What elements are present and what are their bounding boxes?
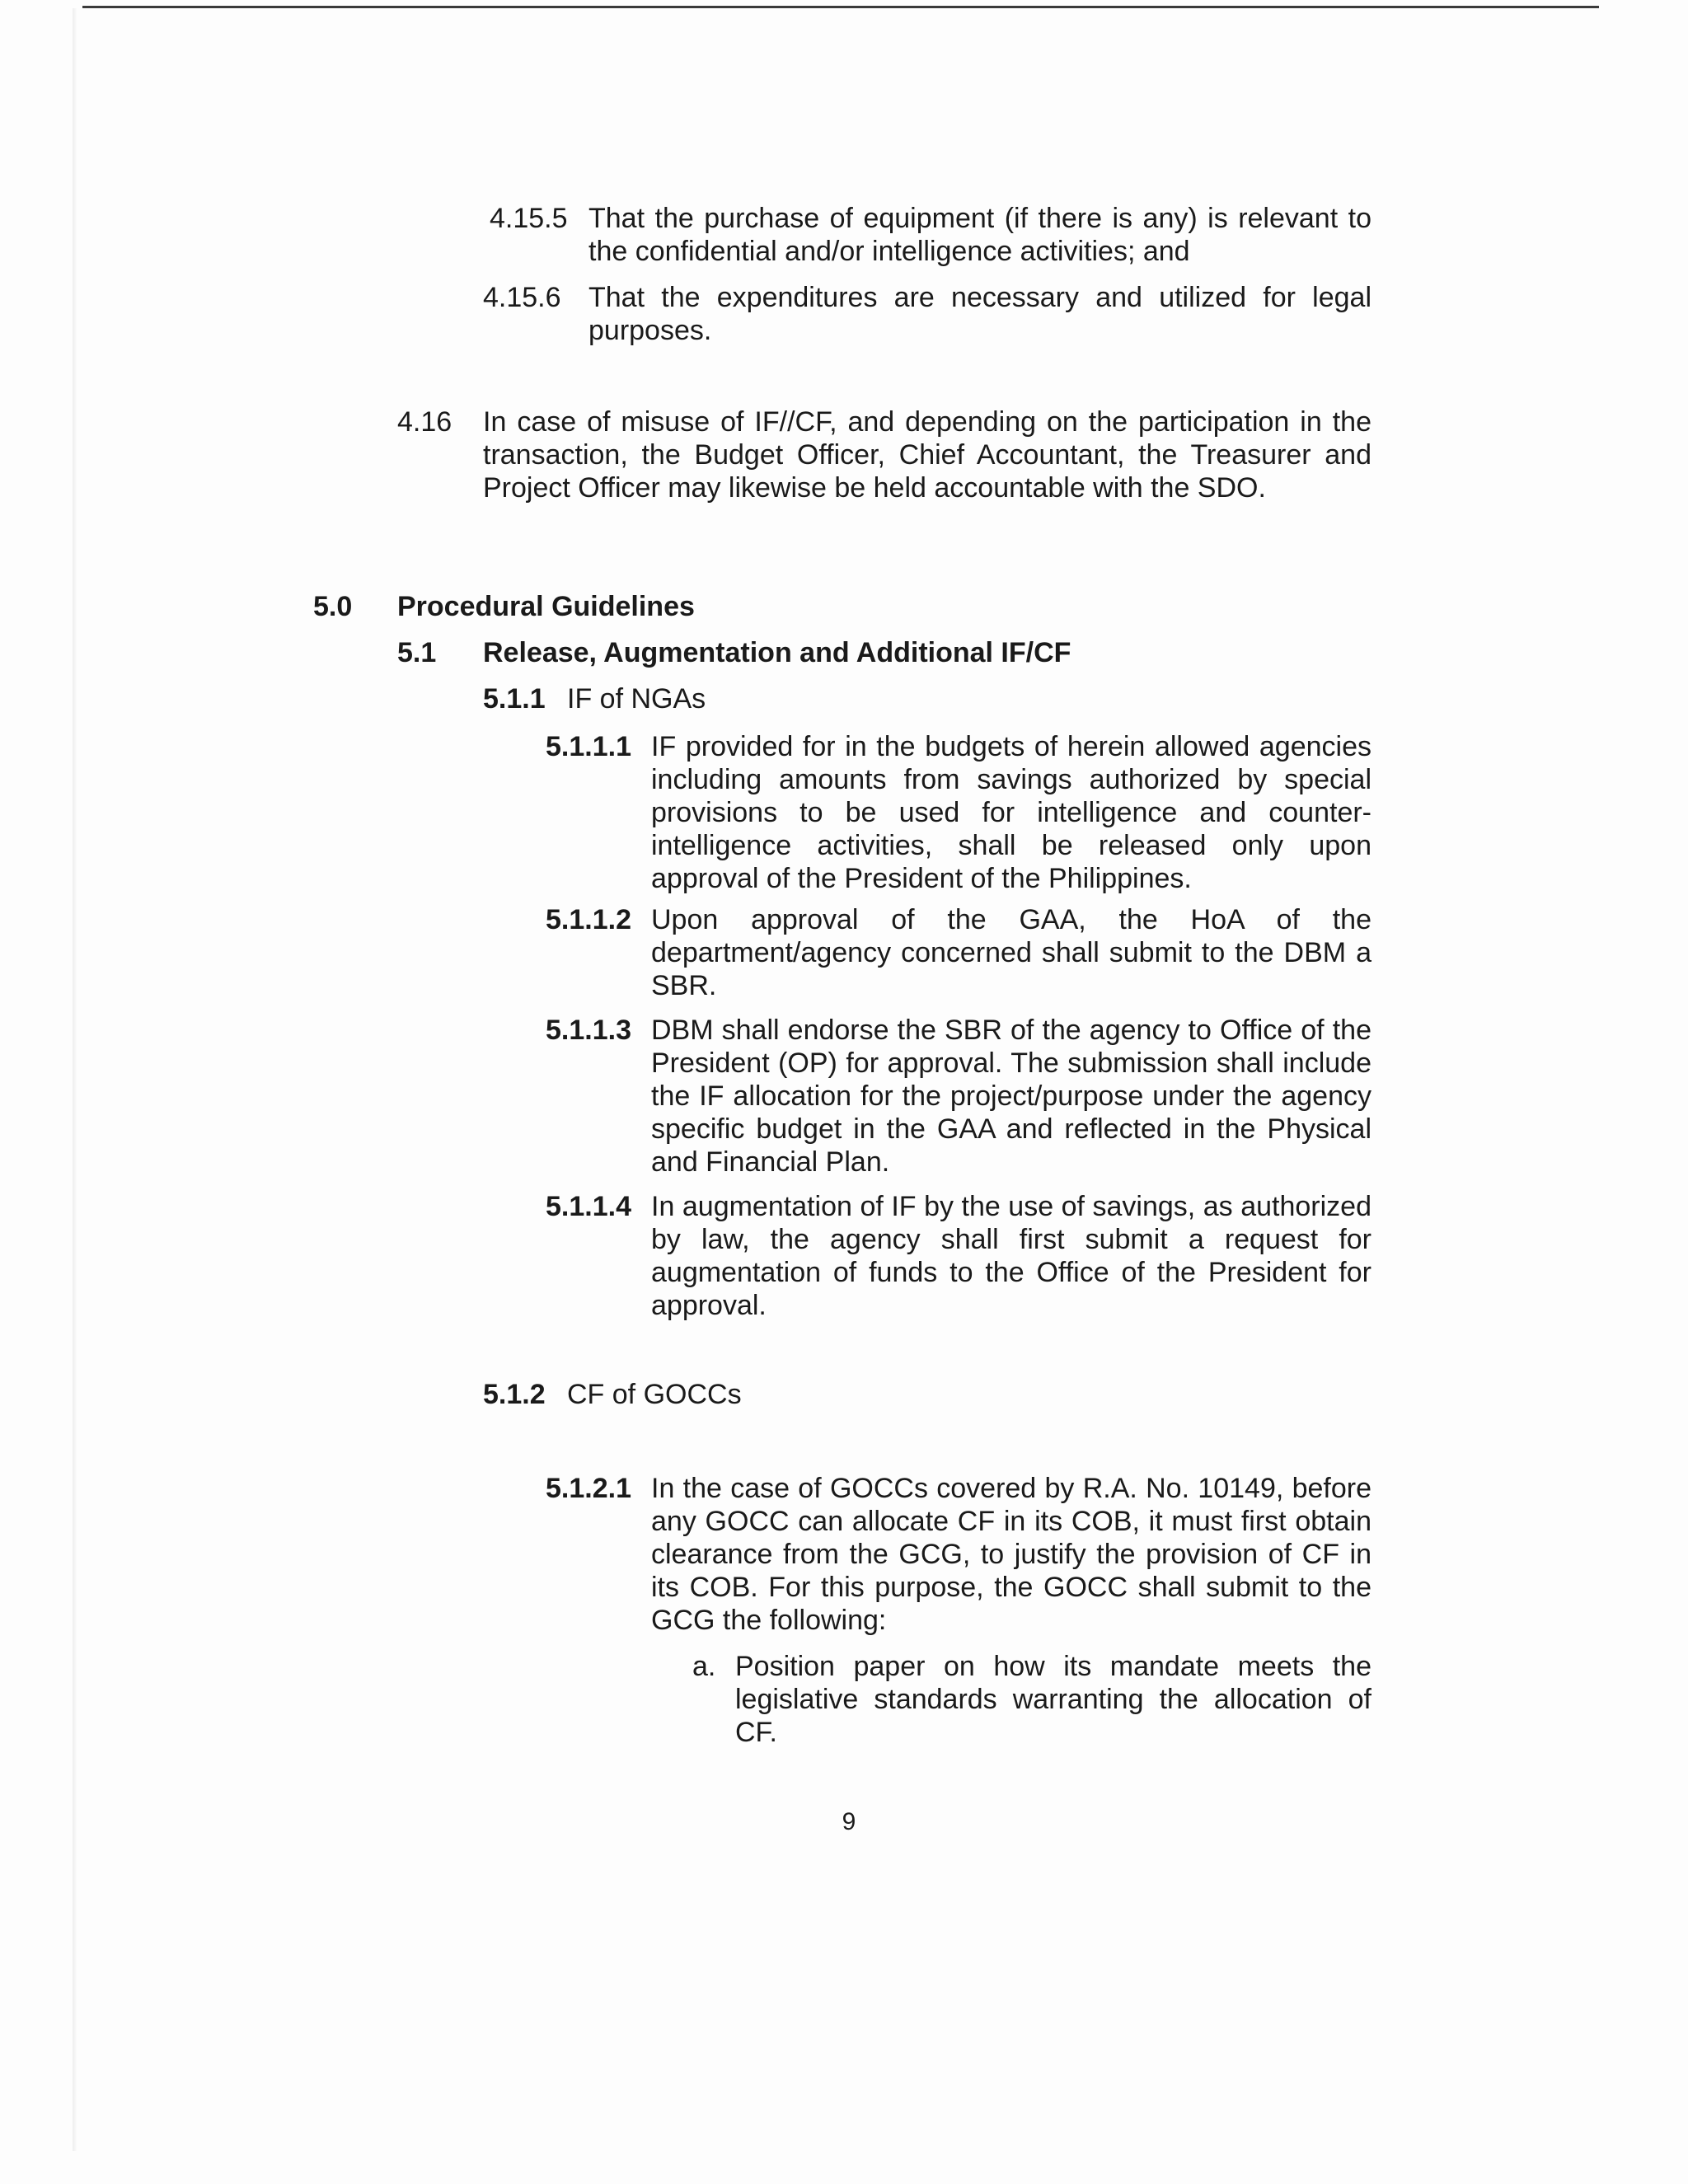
page-number: 9	[842, 1808, 856, 1835]
paragraph-number: 5.1.1.1	[546, 731, 631, 762]
scan-left-shadow	[73, 8, 77, 2151]
paragraph-text: That the expenditures are necessary and utilized for legal purposes.	[588, 282, 1372, 346]
paragraph-number: 4.16	[397, 406, 452, 438]
section-title: CF of GOCCs	[567, 1379, 742, 1410]
section-title: Release, Augmentation and Additional IF/CF	[483, 637, 1071, 668]
section-title: IF of NGAs	[567, 683, 706, 715]
paragraph-text: In the case of GOCCs covered by R.A. No. 10149, before any GOCC can allocate CF in its COB, it must first obtain clearance from the GCG, to justify the provision of CF in its COB. For this purpose, the GOCC shall submit to the GCG the following:	[651, 1473, 1372, 1636]
list-item-text: Position paper on how its mandate meets the legislative standards warranting the allocation of CF.	[735, 1651, 1372, 1748]
paragraph-number: 4.15.6	[483, 282, 561, 313]
section-number: 5.0	[313, 591, 353, 622]
section-number: 5.1	[397, 637, 437, 668]
section-title: Procedural Guidelines	[397, 591, 695, 622]
paragraph-text: In augmentation of IF by the use of savings, as authorized by law, the agency shall first submit a request for augmentation of funds to the Office of the President for approval.	[651, 1191, 1372, 1321]
paragraph-text: DBM shall endorse the SBR of the agency to Office of the President (OP) for approval. The submission shall include the IF allocation for the project/purpose under the agency specific budget in the GAA and reflected in the Physical and Financial Plan.	[651, 1015, 1372, 1178]
paragraph-text: Upon approval of the GAA, the HoA of the department/agency concerned shall submit to the DBM a SBR.	[651, 904, 1372, 1001]
paragraph-number: 5.1.1.4	[546, 1191, 631, 1222]
section-number: 5.1.2	[483, 1379, 546, 1410]
scan-top-border	[82, 6, 1599, 8]
list-marker: a.	[692, 1651, 716, 1682]
paragraph-text: IF provided for in the budgets of herein allowed agencies including amounts from savings authorized by special provisions to be used for intelligence and counter-intelligence activities, shall be released only upon approval of the President of the Philippines.	[651, 731, 1372, 894]
paragraph-text: In case of misuse of IF//CF, and depending on the participation in the transaction, the Budget Officer, Chief Accountant, the Treasurer and Project Officer may likewise be held accountable with the SDO.	[483, 406, 1372, 504]
section-number: 5.1.1	[483, 683, 546, 715]
paragraph-text: That the purchase of equipment (if there is any) is relevant to the confidential and/or intelligence activities; and	[588, 203, 1372, 267]
paragraph-number: 5.1.1.3	[546, 1015, 631, 1046]
paragraph-number: 5.1.2.1	[546, 1473, 631, 1504]
paragraph-number: 5.1.1.2	[546, 904, 631, 935]
paragraph-number: 4.15.5	[490, 203, 568, 234]
